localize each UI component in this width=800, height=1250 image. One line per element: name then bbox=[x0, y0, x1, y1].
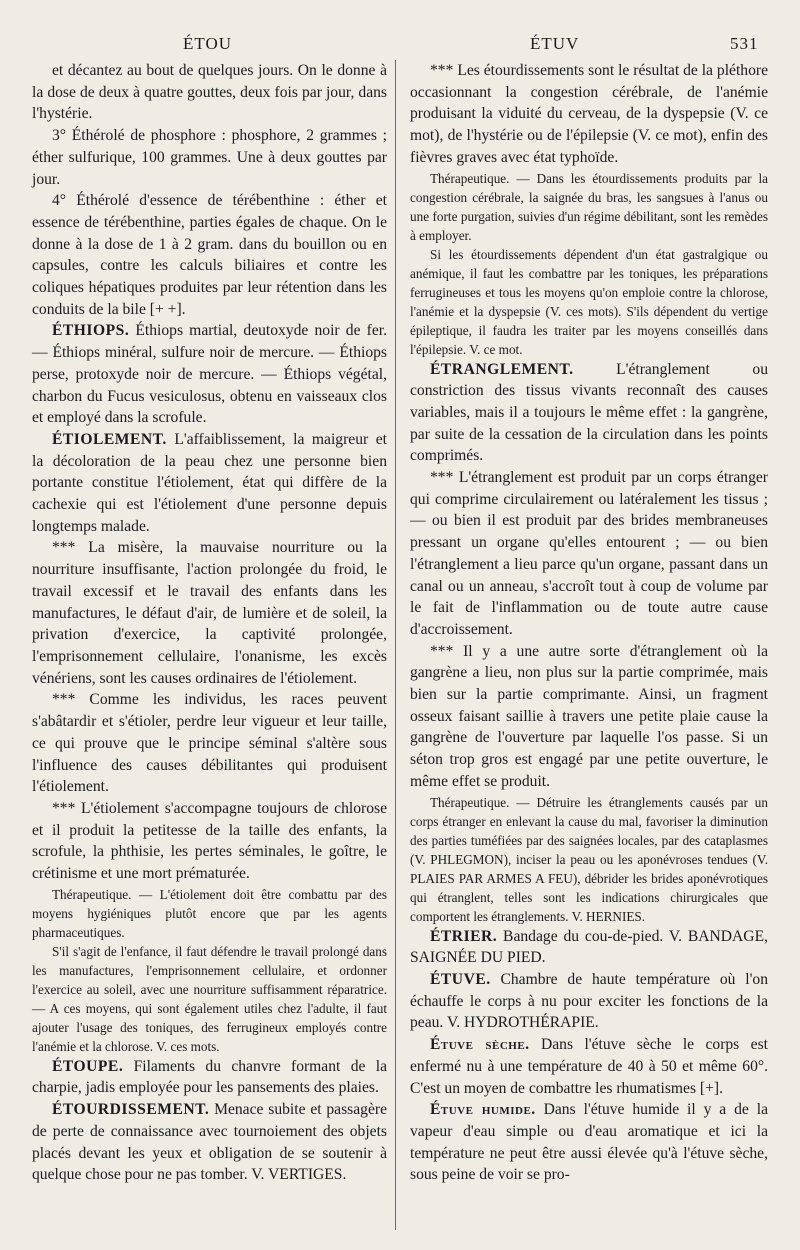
entry-headword: ÉTOUPE. bbox=[52, 1057, 124, 1075]
entry-headword: Étuve sèche. bbox=[430, 1036, 530, 1054]
therapeutic-note bbox=[32, 885, 387, 942]
left-running-head: ÉTOU bbox=[183, 34, 233, 53]
dictionary-entry bbox=[32, 320, 387, 429]
paragraph bbox=[32, 125, 387, 190]
paragraph-text: et décantez au bout de quelques jours. On le donne à la dose de deux à quatre gouttes, deux fois par jour, dans l'hystérie. bbox=[32, 62, 387, 123]
paragraph-text: Éthiops martial, deutoxyde noir de fer. — Éthiops minéral, sulfure noir de mercure. — Éthiops perse, protoxyde noir de mercure. — Éthiops végétal, charbon du Fucus vesiculosus, obtenu en vaisseaux clos et employé dans la scrofule. bbox=[32, 322, 387, 427]
dictionary-entry bbox=[410, 1034, 768, 1099]
dictionary-entry bbox=[32, 429, 387, 538]
therapeutic-note bbox=[410, 245, 768, 359]
right-running-head: ÉTUV bbox=[530, 34, 580, 53]
paragraph-text: *** L'étranglement est produit par un corps étranger qui comprime circulairement ou latéralement les tissus ; — ou bien il est produit par des brides membraneuses pressant un organe qu'elles entourent ; — ou bien l'étranglement a lieu parce qu'un organe, passant dans un canal ou un anneau, s'accroît tout à coup de volume par le fait de l'inflammation ou de toute autre cause d'accroissement. bbox=[410, 469, 768, 638]
paragraph-text: 3° Éthérolé de phosphore : phosphore, 2 grammes ; éther sulfurique, 100 grammes. Une à deux gouttes par jour. bbox=[32, 127, 387, 188]
paragraph-text: Thérapeutique. — Dans les étourdissements produits par la congestion cérébrale, la saignée du bras, les sangsues à l'anus ou une forte purgation, suivies d'un régime débilitant, sont les remèdes à employer. bbox=[410, 170, 768, 243]
dictionary-entry bbox=[410, 359, 768, 468]
paragraph-text: *** La misère, la mauvaise nourriture ou la nourriture insuffisante, l'action prolongée du froid, le travail excessif et le travail des enfants dans les manufactures, le défaut d'air, de lumière et de soleil, la privation d'exercice, la captivité prolongée, l'emprisonnement cellulaire, l'onanisme, les excès vénériens, sont les causes ordinaires de l'étiolement. bbox=[32, 539, 387, 687]
paragraph bbox=[32, 689, 387, 798]
entry-headword: ÉTOURDISSEMENT. bbox=[52, 1101, 210, 1119]
entry-headword: ÉTIOLEMENT. bbox=[52, 430, 167, 448]
paragraph-text: L'affaiblissement, la maigreur et la décoloration de la peau chez une personne bien portante constitue l'étiolement, état qui diffère de la cachexie qui est l'étiolement d'une personne depuis longtemps malade. bbox=[32, 430, 387, 535]
paragraph-text: Dans l'étuve humide il y a de la vapeur d'eau simple ou d'eau aromatique et ici la température ne peut être aussi élevée qu'à l'étuve sèche, sous peine de voir se pro- bbox=[410, 1101, 768, 1184]
paragraph bbox=[32, 60, 387, 125]
paragraph-text: Menace subite et passagère de perte de connaissance avec tournoiement des objets placés devant les yeux et obligation de se soutenir à quelque chose pour ne pas tomber. V. VERTIGES. bbox=[32, 1101, 387, 1184]
paragraph-text: S'il s'agit de l'enfance, il faut défendre le travail prolongé dans les manufactures, l'emprisonnement cellulaire, et ordonner l'exercice au soleil, avec une nourriture suffisamment réparatrice. — A ces moyens, qui sont également utiles chez l'adulte, il faut ajouter l'usage des toniques, des ferrugineux employés contre l'anémie et la chlorose. V. ces mots. bbox=[32, 943, 387, 1054]
paragraph-text: Bandage du cou-de-pied. V. BANDAGE, SAIGNÉE DU PIED. bbox=[410, 927, 768, 967]
dictionary-entry bbox=[410, 926, 768, 969]
paragraph-text: *** Il y a une autre sorte d'étranglement où la gangrène a lieu, non plus sur la partie comprimée, mais bien sur la partie comprimante. Ainsi, un fragment osseux faisant saillie à travers une petite plaie cause la gangrène de l'ouverture par laquelle l'os passe. Si un séton trop gros est engagé par une petite ouverture, le même effet se produit. bbox=[410, 642, 768, 790]
right-column bbox=[410, 60, 768, 1186]
paragraph-text: Chambre de haute température où l'on échauffe le corps à nu pour exciter les fonctions de la peau. V. HYDROTHÉRAPIE. bbox=[410, 970, 768, 1032]
paragraph bbox=[32, 190, 387, 320]
entry-headword: ÉTUVE. bbox=[430, 970, 491, 988]
paragraph-text: Filaments du chanvre formant de la charpie, jadis employée pour les pansements des plaies. bbox=[32, 1057, 387, 1097]
paragraph bbox=[32, 537, 387, 689]
entry-headword: ÉTRIER. bbox=[430, 927, 498, 945]
paragraph bbox=[32, 798, 387, 885]
page-number: 531 bbox=[730, 34, 759, 53]
paragraph-text: *** L'étiolement s'accompagne toujours de chlorose et il produit la petitesse de la taille des enfants, la scrofule, la phthisie, les pertes séminales, le goître, le crétinisme et une mort prématurée. bbox=[32, 799, 387, 883]
paragraph-text: Thérapeutique. — Détruire les étranglements causés par un corps étranger en enlevant la cause du mal, favoriser la diminution des parties tuméfiées par des saignées locales, par des cataplasmes (V. PHLEGMON), inciser la peau ou les aponévroses tendues (V. PLAIES PAR ARMES A FEU), débrider les brides aponévrotiques qui étranglent, telles sont les indications chirurgicales que comportent les étranglements. V. HERNIES. bbox=[410, 794, 768, 924]
therapeutic-note bbox=[410, 169, 768, 245]
paragraph-text: 4° Éthérolé d'essence de térébenthine : éther et essence de térébenthine, parties égales de chaque. On le donne à la dose de 1 à 2 gram. dans du bouillon ou en capsules, contre les calculs biliaires et contre les coliques hépatiques produites par leur rétention dans les conduits de la bile [+ +]. bbox=[32, 192, 387, 318]
paragraph bbox=[410, 467, 768, 641]
entry-headword: ÉTRANGLEMENT. bbox=[430, 360, 574, 378]
entry-headword: Étuve humide. bbox=[430, 1101, 536, 1119]
paragraph-text: Thérapeutique. — L'étiolement doit être combattu par des moyens hygiéniques plutôt encore que par les agents pharmaceutiques. bbox=[32, 886, 387, 940]
dictionary-entry bbox=[32, 1056, 387, 1099]
therapeutic-note bbox=[410, 793, 768, 926]
paragraph bbox=[410, 60, 768, 169]
left-column bbox=[32, 60, 387, 1186]
paragraph-text: *** Les étourdissements sont le résultat de la pléthore occasionnant la congestion cérébrale, de l'anémie produisant la viduité du cerveau, de la dyspepsie (V. ce mot), de l'hystérie ou de l'épilepsie (V. ce mot), enfin des fièvres graves avec état typhoïde. bbox=[410, 62, 768, 166]
paragraph-text: Si les étourdissements dépendent d'un état gastralgique ou anémique, il faut les combattre par les toniques, les préparations ferrugineuses et tous les moyens qu'on emploie contre la chlorose, l'anémie et la dyspepsie (V. ces mots). S'ils dépendent du vertige épileptique, il faudra les traiter par les moyens conseillés dans l'épilepsie. V. ce mot. bbox=[410, 246, 768, 357]
paragraph bbox=[410, 641, 768, 793]
therapeutic-note bbox=[32, 942, 387, 1056]
paragraph-text: *** Comme les individus, les races peuvent s'abâtardir et s'étioler, perdre leur vigueur et leur taille, ce qui prouve que le principe séminal s'altère sous l'influence des causes débilitantes qui produisent l'étiolement. bbox=[32, 691, 387, 796]
paragraph-text: L'étranglement ou constriction des tissus vivants reconnaît des causes variables, mais il a toujours le même effet : la gangrène, par suite de la cessation de la circulation dans les points comprimés. bbox=[410, 360, 768, 465]
running-header bbox=[0, 34, 800, 58]
dictionary-entry bbox=[410, 1099, 768, 1186]
paragraph-text: Dans l'étuve sèche le corps est enfermé nu à une température de 40 à 50 et même 60°. C'est un moyen de combattre les rhumatismes [+]. bbox=[410, 1036, 768, 1097]
dictionary-entry bbox=[410, 969, 768, 1034]
column-divider bbox=[395, 60, 396, 1230]
entry-headword: ÉTHIOPS. bbox=[52, 322, 130, 340]
dictionary-entry bbox=[32, 1099, 387, 1186]
